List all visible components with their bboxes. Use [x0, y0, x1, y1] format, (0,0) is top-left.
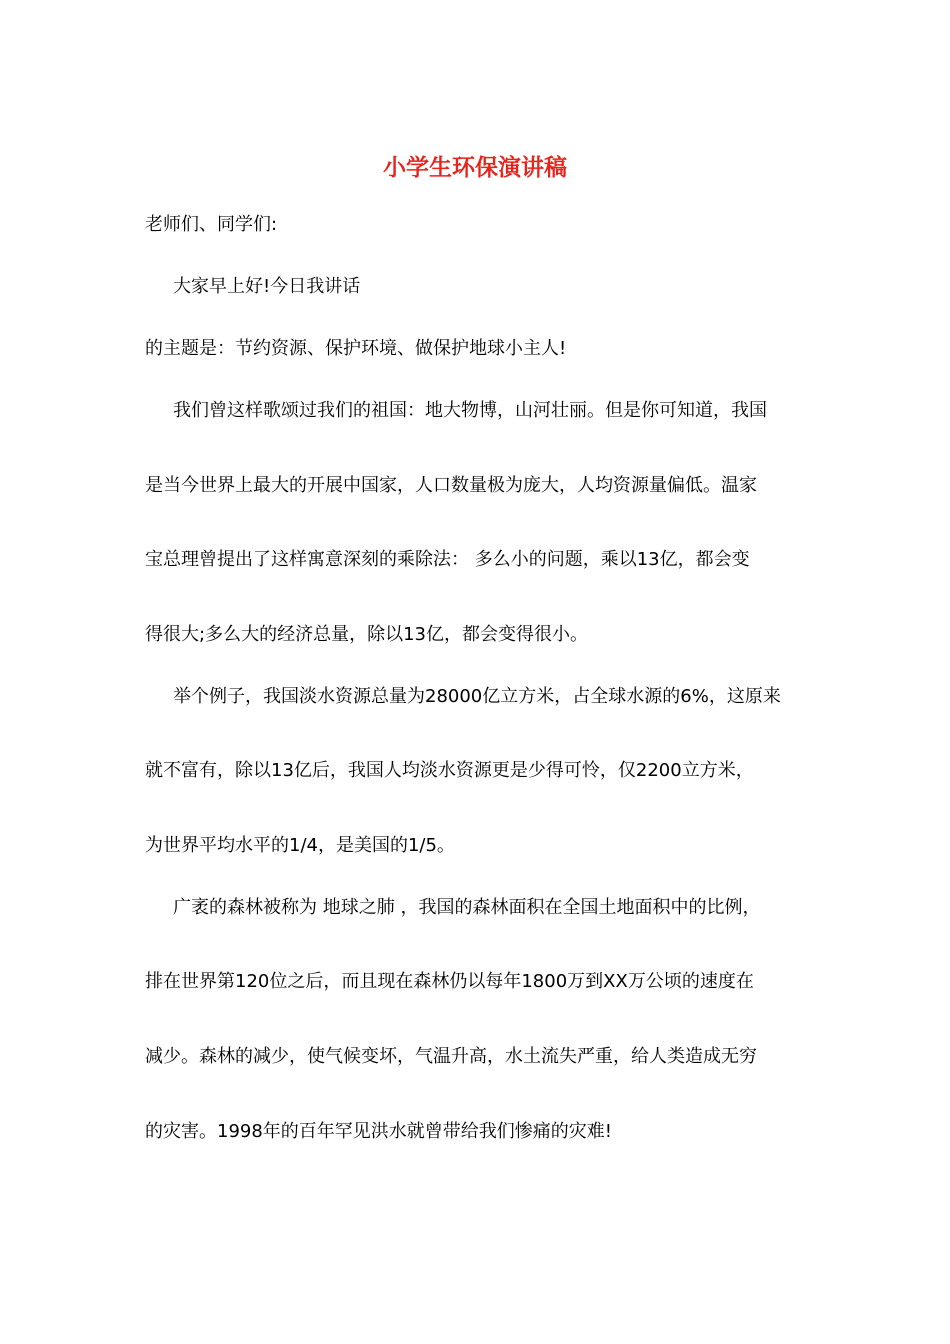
- paragraph-line: 就不富有，除以13亿后，我国人均淡水资源更是少得可怜，仅2200立方米，: [145, 760, 754, 781]
- paragraph-line: 广袤的森林被称为 地球之肺 ，我国的森林面积在全国土地面积中的比例，: [173, 897, 761, 918]
- greeting-line: 大家早上好!今日我讲话: [173, 276, 361, 297]
- topic-line: 的主题是：节约资源、保护环境、做保护地球小主人!: [145, 338, 567, 359]
- paragraph-line: 排在世界第120位之后，而且现在森林仍以每年1800万到XX万公顷的速度在: [145, 971, 754, 992]
- salutation-line: 老师们、同学们:: [145, 214, 278, 235]
- paragraph-line: 是当今世界上最大的开展中国家，人口数量极为庞大，人均资源量偏低。温家: [145, 475, 757, 496]
- paragraph-line: 得很大;多么大的经济总量，除以13亿，都会变得很小。: [145, 624, 588, 645]
- paragraph-line: 的灾害。1998年的百年罕见洪水就曾带给我们惨痛的灾难!: [145, 1121, 613, 1142]
- paragraph-line: 宝总理曾提出了这样寓意深刻的乘除法： 多么小的问题，乘以13亿，都会变: [145, 549, 750, 570]
- paragraph-line: 减少。森林的减少，使气候变坏，气温升高，水土流失严重，给人类造成无穷: [145, 1046, 757, 1067]
- document-title: 小学生环保演讲稿: [383, 155, 567, 181]
- paragraph-line: 我们曾这样歌颂过我们的祖国：地大物博，山河壮丽。但是你可知道，我国: [173, 400, 767, 421]
- paragraph-line: 为世界平均水平的1/4，是美国的1/5。: [145, 835, 455, 856]
- paragraph-line: 举个例子，我国淡水资源总量为28000亿立方米，占全球水源的6%，这原来: [173, 686, 781, 707]
